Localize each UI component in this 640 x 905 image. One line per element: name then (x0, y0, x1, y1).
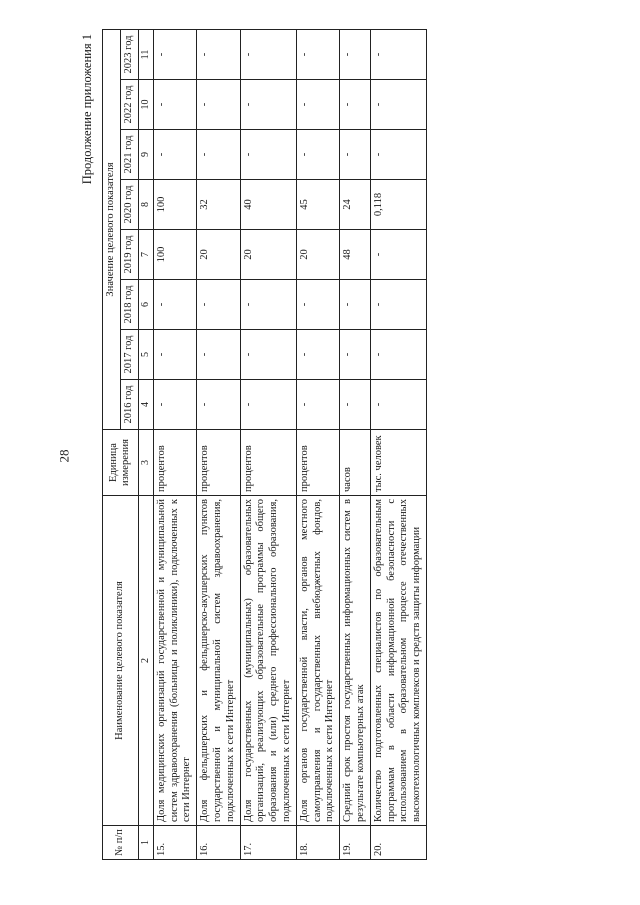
column-number: 10 (138, 80, 153, 130)
header-year: 2019 год (120, 230, 138, 280)
unit-of-measure: процентов (296, 430, 339, 496)
year-value: - (153, 130, 196, 180)
year-value: - (153, 330, 196, 380)
year-value: - (240, 29, 296, 79)
header-num: № п/п (103, 826, 139, 860)
header-year: 2022 год (120, 80, 138, 130)
header-values-group: Значение целевого показателя (103, 29, 121, 429)
year-value: 0,118 (370, 180, 426, 230)
year-value: - (370, 230, 426, 280)
year-value: - (240, 380, 296, 430)
indicator-name: Доля органов государственной власти, органов местного самоуправления и государственных внебюджетных фондов, подключенных к сети Интернет (296, 496, 339, 826)
unit-of-measure: процентов (240, 430, 296, 496)
year-value: - (197, 130, 240, 180)
year-value: - (370, 80, 426, 130)
year-value: 100 (153, 230, 196, 280)
rotated-table-block (82, 30, 562, 860)
column-number: 3 (138, 430, 153, 496)
year-value: - (240, 130, 296, 180)
year-value: - (370, 380, 426, 430)
year-value: - (340, 280, 371, 330)
year-value: - (197, 280, 240, 330)
year-value: - (296, 80, 339, 130)
row-number: 18. (296, 826, 339, 860)
year-value: - (340, 29, 371, 79)
header-year: 2021 год (120, 130, 138, 180)
year-value: - (296, 29, 339, 79)
year-value: - (197, 380, 240, 430)
column-number: 6 (138, 280, 153, 330)
indicator-name: Доля государственных (муниципальных) образовательных организаций, реализующих образовательные программы общего образования и (или) среднего профессионального образования, подключенных к сети Интернет (240, 496, 296, 826)
indicator-name: Количество подготовленных специалистов по образовательным программам в области информационной безопасности с использованием в образовательном процессе отечественных высокотехнологичных комплексов и средств защиты информации (370, 496, 426, 826)
column-number: 7 (138, 230, 153, 280)
year-value: 20 (240, 230, 296, 280)
year-value: - (340, 380, 371, 430)
header-row-top (103, 29, 121, 859)
year-value: 100 (153, 180, 196, 230)
unit-of-measure: тыс. человек (370, 430, 426, 496)
year-value: - (153, 29, 196, 79)
row-number: 16. (197, 826, 240, 860)
table-row (240, 29, 296, 859)
header-year: 2020 год (120, 180, 138, 230)
year-value: 32 (197, 180, 240, 230)
indicator-name: Доля фельдшерских и фельдшерско-акушерских пунктов государственной и муниципальной систем здравоохранения, подключенных к сети Интернет (197, 496, 240, 826)
table-body (153, 29, 426, 859)
column-number-row (138, 29, 153, 859)
year-value: - (153, 280, 196, 330)
header-year: 2023 год (120, 29, 138, 79)
year-value: - (153, 80, 196, 130)
column-number: 2 (138, 496, 153, 826)
column-number: 4 (138, 380, 153, 430)
column-number: 5 (138, 330, 153, 380)
year-value: 24 (340, 180, 371, 230)
year-value: 20 (197, 230, 240, 280)
column-number: 8 (138, 180, 153, 230)
row-number: 20. (370, 826, 426, 860)
year-value: - (370, 29, 426, 79)
header-unit: Единица измерения (103, 430, 139, 496)
table-row (153, 29, 196, 859)
year-value: 45 (296, 180, 339, 230)
year-value: - (340, 330, 371, 380)
column-number: 11 (138, 29, 153, 79)
year-value: 48 (340, 230, 371, 280)
year-value: - (370, 280, 426, 330)
year-value: - (370, 130, 426, 180)
year-value: - (197, 330, 240, 380)
year-value: - (240, 80, 296, 130)
row-number: 15. (153, 826, 196, 860)
header-name: Наименование целевого показателя (103, 496, 139, 826)
table-row (340, 29, 371, 859)
year-value: - (370, 330, 426, 380)
year-value: - (197, 80, 240, 130)
row-number: 19. (340, 826, 371, 860)
year-value: - (240, 330, 296, 380)
indicator-name: Средний срок простоя государственных информационных систем в результате компьютерных атак (340, 496, 371, 826)
column-number: 1 (138, 826, 153, 860)
unit-of-measure: процентов (153, 430, 196, 496)
unit-of-measure: процентов (197, 430, 240, 496)
header-year: 2016 год (120, 380, 138, 430)
year-value: - (296, 380, 339, 430)
year-value: - (296, 130, 339, 180)
continuation-caption: Продолжение приложения 1 (80, 34, 94, 185)
year-value: - (296, 330, 339, 380)
table-row (197, 29, 240, 859)
indicator-name: Доля медицинских организаций государственной и муниципальной систем здравоохранения (больницы и поликлиники), подключенных к сети Интернет (153, 496, 196, 826)
header-year: 2018 год (120, 280, 138, 330)
row-number: 17. (240, 826, 296, 860)
page-number: 28 (56, 449, 72, 463)
year-value: 40 (240, 180, 296, 230)
column-number: 9 (138, 130, 153, 180)
table-row (296, 29, 339, 859)
year-value: - (340, 130, 371, 180)
header-year: 2017 год (120, 330, 138, 380)
year-value: - (240, 280, 296, 330)
table-row (370, 29, 426, 859)
year-value: - (340, 80, 371, 130)
year-value: 20 (296, 230, 339, 280)
unit-of-measure: часов (340, 430, 371, 496)
year-value: - (296, 280, 339, 330)
year-value: - (197, 29, 240, 79)
year-value: - (153, 380, 196, 430)
indicator-table (102, 29, 427, 860)
